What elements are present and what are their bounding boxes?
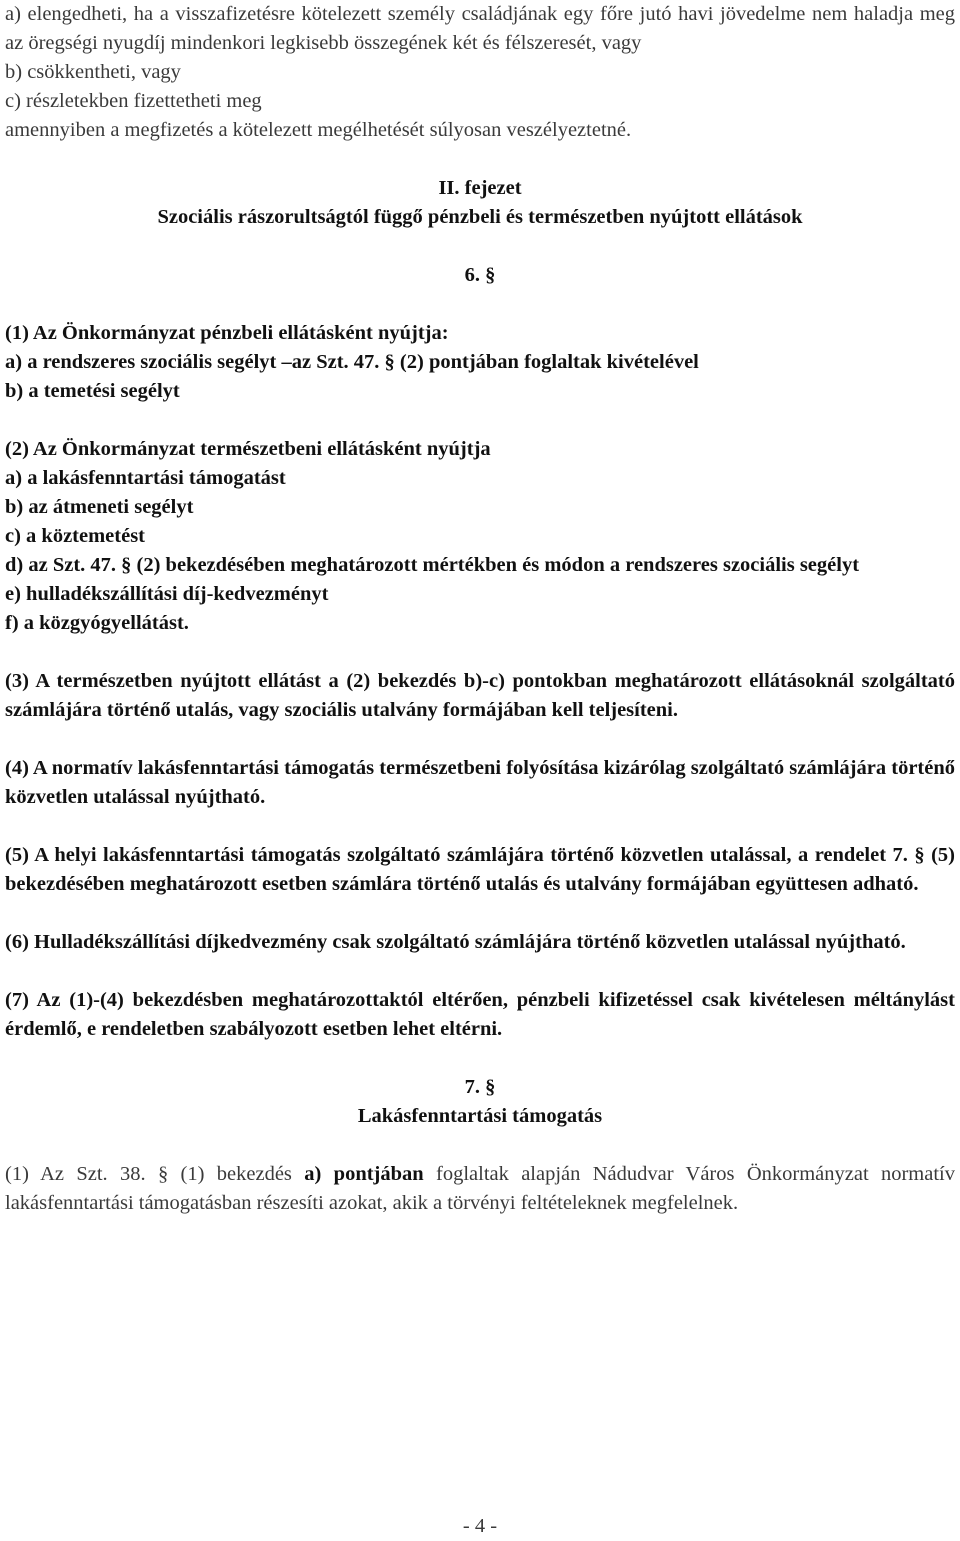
section-7-para-1-pre: (1) Az Szt. 38. § (1) bekezdés (5, 1163, 305, 1185)
section-7-heading: 7. § (464, 1076, 496, 1098)
section-7-para-1-post: foglaltak alapján Nádudvar Város Önkormányzat normatív lakásfenntartási támogatásban részesíti azokat, akik a törvényi feltételeknek megfelelnek. (5, 1163, 955, 1214)
section-6-para-1-item-b: b) a temetési segélyt (5, 380, 180, 402)
section-6-para-2-item-b: b) az átmeneti segélyt (5, 496, 194, 518)
section-6-para-6: (6) Hulladékszállítási díjkedvezmény csak szolgáltató számlájára történő közvetlen utalással nyújtható. (5, 931, 906, 953)
section-7-para-1-bold: a) pontjában (304, 1163, 424, 1185)
section-6-para-2-item-c: c) a köztemetést (5, 525, 146, 547)
document-page (5, 0, 955, 1218)
intro-closing: amennyiben a megfizetés a kötelezett megélhetését súlyosan veszélyeztetné. (5, 119, 632, 141)
chapter-number: II. fejezet (438, 177, 522, 199)
section-6-para-2-item-e: e) hulladékszállítási díj-kedvezményt (5, 583, 329, 605)
section-6-para-1-item-a: a) a rendszeres szociális segélyt –az Szt. 47. § (2) pontjában foglaltak kivételével (5, 351, 699, 373)
section-6-para-7: (7) Az (1)-(4) bekezdésben meghatározottaktól eltérően, pénzbeli kifizetéssel csak kivételesen méltánylást érdemlő, e rendeletben szabályozott esetben lehet eltérni. (5, 989, 955, 1040)
section-6-para-2-lead: (2) Az Önkormányzat természetbeni ellátásként nyújtja (5, 438, 491, 460)
page-number: - 4 - (462, 1515, 498, 1537)
section-6-para-2-item-a: a) a lakásfenntartási támogatást (5, 467, 286, 489)
section-6-heading: 6. § (464, 264, 496, 286)
section-6-para-5: (5) A helyi lakásfenntartási támogatás szolgáltató számlájára történő közvetlen utalással, a rendelet 7. § (5) bekezdésében meghatározott esetben számlára történő utalás és utalvány formájában együttesen adható. (5, 844, 955, 895)
section-6-para-1-lead: (1) Az Önkormányzat pénzbeli ellátásként nyújtja: (5, 322, 449, 344)
section-6-para-2-item-d: d) az Szt. 47. § (2) bekezdésében meghatározott mértékben és módon a rendszeres szociális segélyt (5, 554, 860, 576)
section-6-para-2-item-f: f) a közgyógyellátást. (5, 612, 189, 634)
intro-paragraph-a: a) elengedheti, ha a visszafizetésre kötelezett személy családjának egy főre jutó havi jövedelme nem haladja meg az öregségi nyugdíj mindenkori legkisebb összegének két és félszeresét, vagy (5, 3, 955, 54)
intro-item-b: b) csökkentheti, vagy (5, 61, 181, 83)
chapter-title: Szociális rászorultságtól függő pénzbeli és természetben nyújtott ellátások (157, 206, 803, 228)
section-7-title: Lakásfenntartási támogatás (357, 1105, 603, 1127)
intro-item-c: c) részletekben fizettetheti meg (5, 90, 262, 112)
section-7-para-1 (5, 1160, 955, 1218)
section-6-para-4: (4) A normatív lakásfenntartási támogatás természetbeni folyósítása kizárólag szolgáltató számlájára történő közvetlen utalással nyújtható. (5, 757, 955, 808)
section-6-para-3: (3) A természetben nyújtott ellátást a (2) bekezdés b)-c) pontokban meghatározott ellátásoknál szolgáltató számlájára történő utalás, vagy szociális utalvány formájában kell teljesíteni. (5, 670, 955, 721)
